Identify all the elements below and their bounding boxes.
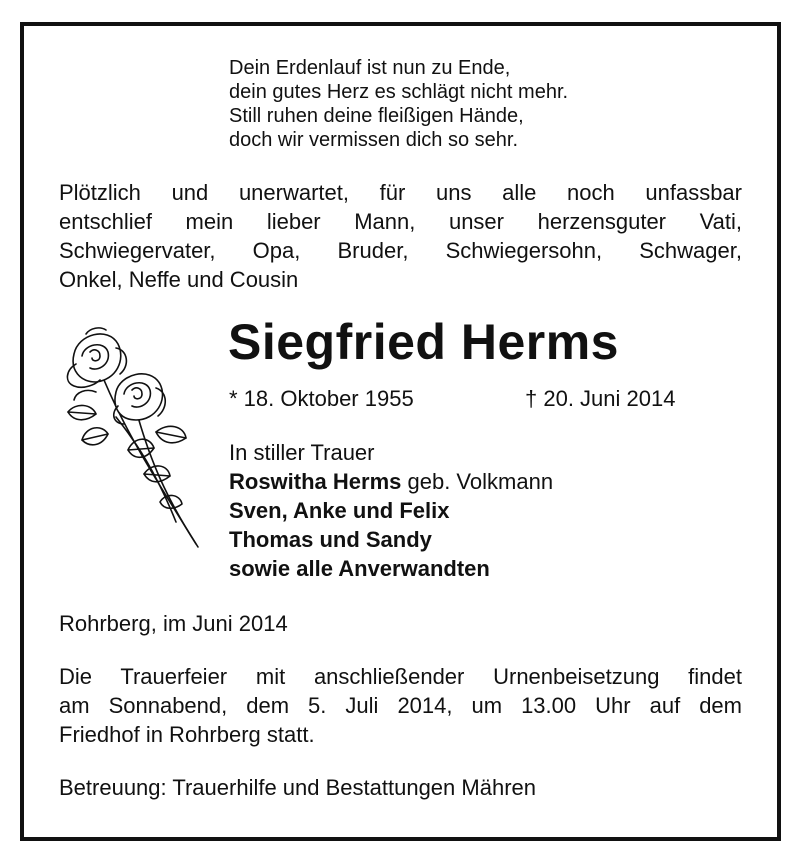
place-date: Rohrberg, im Juni 2014 xyxy=(59,611,288,636)
mourner-suffix: geb. Volkmann xyxy=(401,469,554,494)
intro-line: Plötzlich und unerwartet, für uns alle noch unfassbar xyxy=(59,180,742,205)
ceremony-info xyxy=(59,662,742,749)
intro-line: entschlief mein lieber Mann, unser herzensguter Vati, xyxy=(59,209,742,234)
mourner-line: Sven, Anke und Felix xyxy=(229,498,450,523)
mourners-heading: In stiller Trauer xyxy=(229,440,375,465)
intro-line: Onkel, Neffe und Cousin xyxy=(59,267,299,292)
poem-line: doch wir vermissen dich so sehr. xyxy=(229,129,519,151)
poem-line: Dein Erdenlauf ist nun zu Ende, xyxy=(229,57,511,79)
ceremony-line: Friedhof in Rohrberg statt. xyxy=(59,722,315,747)
death-date: † 20. Juni 2014 xyxy=(525,386,676,411)
ceremony-line: am Sonnabend, dem 5. Juli 2014, um 13.00 Uhr auf dem xyxy=(59,693,742,718)
birth-date: * 18. Oktober 1955 xyxy=(229,386,414,411)
life-dates xyxy=(229,385,709,413)
mourner-line: Thomas und Sandy xyxy=(229,527,432,552)
poem-line: dein gutes Herz es schlägt nicht mehr. xyxy=(229,81,569,103)
intro-text xyxy=(59,178,742,294)
care-provider: Betreuung: Trauerhilfe und Bestattungen Mähren xyxy=(59,775,536,800)
poem-line: Still ruhen deine fleißigen Hände, xyxy=(229,105,524,127)
mourner-line: sowie alle Anverwandten xyxy=(229,556,490,581)
deceased-name: Siegfried Herms xyxy=(228,314,619,370)
intro-line: Schwiegervater, Opa, Bruder, Schwiegersohn, Schwager, xyxy=(59,238,742,263)
mourners xyxy=(229,438,553,583)
poem xyxy=(229,56,568,152)
mourner-name: Roswitha Herms xyxy=(229,469,402,494)
roses-icon xyxy=(56,322,206,552)
ceremony-line: Die Trauerfeier mit anschließender Urnenbeisetzung findet xyxy=(59,664,742,689)
mourner-line xyxy=(229,467,553,496)
